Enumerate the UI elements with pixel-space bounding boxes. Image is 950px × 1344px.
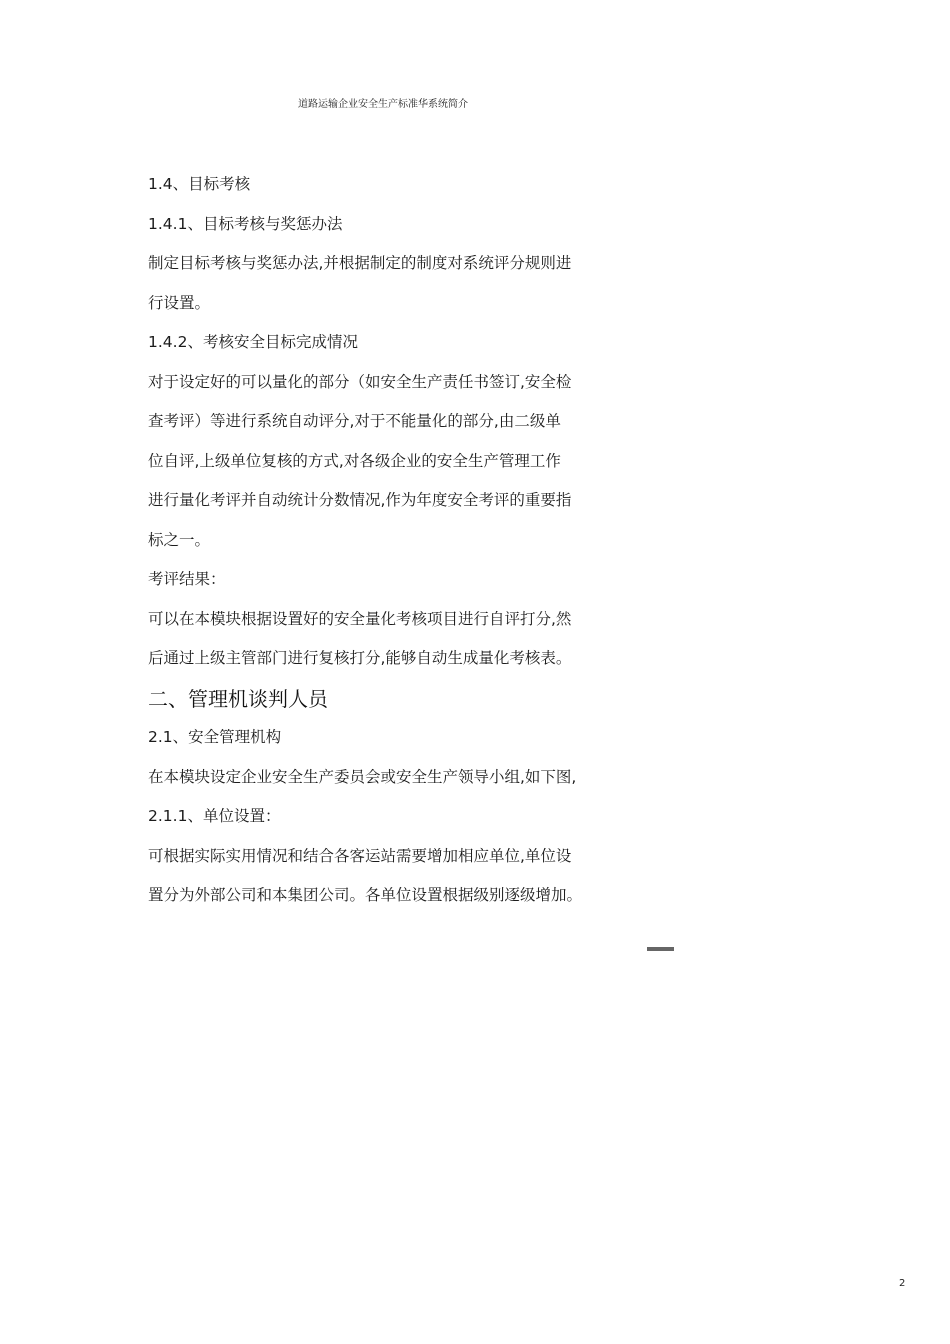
result-label: 考评结果： xyxy=(148,570,226,588)
page-header-title: 道路运输企业安全生产标准华系统简介 xyxy=(298,99,468,110)
section-2-1-1-heading: 2.1.1、单位设置： xyxy=(148,807,281,825)
paragraph-line: 位自评,上级单位复核的方式,对各级企业的安全生产管理工作 xyxy=(148,452,561,470)
paragraph-line: 查考评）等进行系统自动评分,对于不能量化的部分,由二级单 xyxy=(148,412,561,430)
paragraph-line: 置分为外部公司和本集团公司。各单位设置根据级别逐级增加。 xyxy=(148,886,583,904)
section-2-1-heading: 2.1、安全管理机构 xyxy=(148,728,282,746)
page-number: 2 xyxy=(899,1278,906,1289)
paragraph-line: 可以在本模块根据设置好的安全量化考核项目进行自评打分,然 xyxy=(148,610,572,628)
paragraph-line: 制定目标考核与奖惩办法,并根据制定的制度对系统评分规则进 xyxy=(148,254,572,272)
paragraph-line: 可根据实际实用情况和结合各客运站需要增加相应单位,单位设 xyxy=(148,847,572,865)
paragraph-line: 后通过上级主管部门进行复核打分,能够自动生成量化考核表。 xyxy=(148,649,572,667)
dash-mark xyxy=(647,947,674,951)
paragraph-line: 行设置。 xyxy=(148,294,211,312)
paragraph-line: 在本模块设定企业安全生产委员会或安全生产领导小组,如下图, xyxy=(148,768,577,786)
section-1-4-1-heading: 1.4.1、目标考核与奖惩办法 xyxy=(148,215,343,233)
paragraph-line: 进行量化考评并自动统计分数情况,作为年度安全考评的重要指 xyxy=(148,491,572,509)
section-1-4-heading: 1.4、目标考核 xyxy=(148,175,251,193)
section-1-4-2-heading: 1.4.2、考核安全目标完成情况 xyxy=(148,333,358,351)
paragraph-line: 标之一。 xyxy=(148,531,211,549)
paragraph-line: 对于设定好的可以量化的部分（如安全生产责任书签订,安全检 xyxy=(148,373,572,391)
chapter-2-heading: 二、管理机谈判人员 xyxy=(148,687,328,711)
